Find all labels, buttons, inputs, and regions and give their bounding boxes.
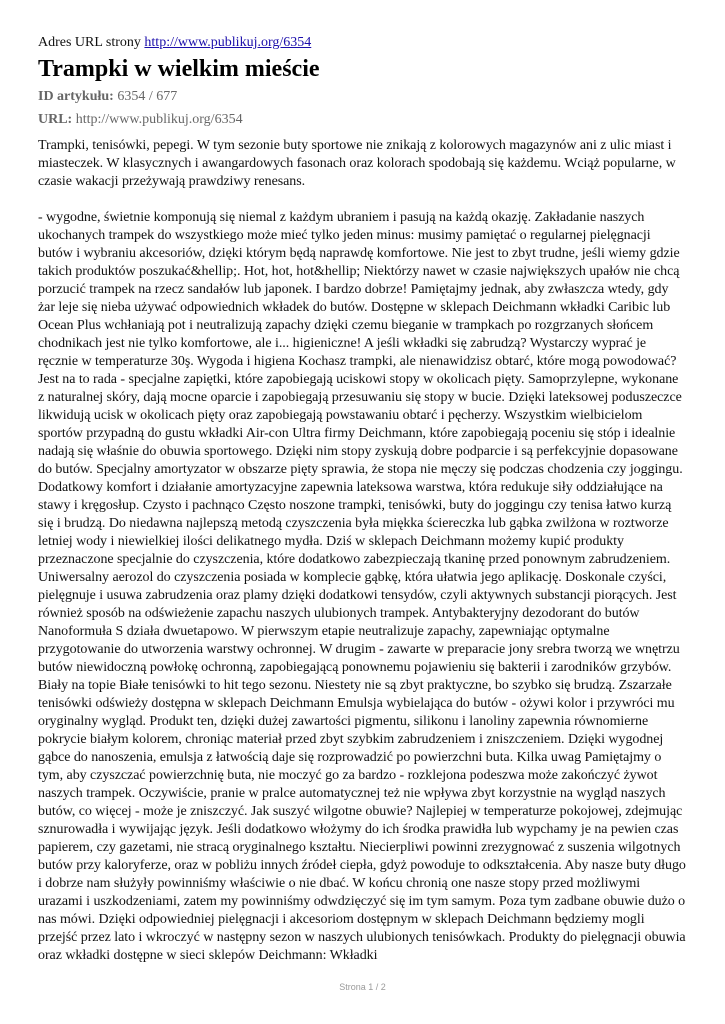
page-footer: Strona 1 / 2: [339, 982, 386, 992]
article-intro: Trampki, tenisówki, pepegi. W tym sezonie buty sportowe nie znikają z kolorowych magazynów ani z ulic miast i miasteczek. W klasycznych i awangardowych fasonach oraz kolorach spodobają się każdemu. Wciąż popularne, w czasie wakacji przeżywają prawdziwy renesans.: [38, 138, 676, 189]
url-label: URL:: [38, 112, 73, 127]
document-page: [38, 34, 686, 965]
article-body: - wygodne, świetnie komponują się niemal z każdym ubraniem i pasują na każdą okazję. Zakładanie naszych ukochanych trampek do wszystkiego może mieć tylko jeden minus: musimy pamiętać o regularnej pielęgnacji butów i wybraniu akcesoriów, dzięki którym będą naprawdę komfortowe. Nie jest to zbyt trudne, jeśli wiemy gdzie takich produktów poszukać&hellip;. Hot, hot, hot&hellip; Niektórzy nawet w czasie największych upałów nie chcą porzucić trampek na rzecz sandałów lub japonek. I bardzo dobrze! Pamiętajmy jednak, aby zwłaszcza wtedy, gdy żar leje się nieba używać odpowiednich wkładek do butów. Dostępne w sklepach Deichmann wkładki Caribic lub Ocean Plus wchłaniają pot i neutralizują zapachy dzięki czemu bieganie w trampkach po rozgrzanych słońcem chodnikach jest nie tylko komfortowe, ale i... higieniczne! A jeśli wkładki się zabrudzą? Wystarczy wyprać je ręcznie w temperaturze 30ş. Wygoda i higiena Kochasz trampki, ale nienawidzisz obtarć, które mogą powodować? Jest na to rada - specjalne zapiętki, które zapobiegają uciskowi stopy w okolicach pięty. Samoprzylepne, wykonane z naturalnej skóry, dają mocne oparcie i zapobiegają przesuwaniu się stopy w bucie. Dzięki lateksowej poduszeczce likwidują ucisk w okolicach pięty oraz zapobiegają powstawaniu obtarć i pęcherzy. Wszystkim wielbicielom sportów przypadną do gustu wkładki Air-con Ultra firmy Deichmann, które zapobiegają poceniu się stóp i idealnie nadają się właśnie do obuwia sportowego. Dzięki nim stopy zyskują dobre podparcie i są perfekcyjnie dopasowane do butów. Specjalny amortyzator w obszarze pięty sprawia, że stopa nie męczy się podczas chodzenia czy joggingu. Dodatkowy komfort i działanie amortyzacyjne zapewnia lateksowa warstwa, która redukuje siły oddziałujące na stawy i kręgosłup. Czysto i pachnąco Często noszone trampki, tenisówki, buty do joggingu czy tenisa łatwo kurzą się i brudzą. Do niedawna najlepszą metodą czyszczenia była miękka ściereczka lub gąbka zwilżona w roztworze letniej wody i niewielkiej ilości delikatnego mydła. Dziś w sklepach Deichmann możemy kupić produkty przeznaczone specjalnie do czyszczenia, które dodatkowo zabezpieczają tkaninę przed ponownym zabrudzeniem. Uniwersalny aerozol do czyszczenia posiada w komplecie gąbkę, która ułatwia jego aplikację. Doskonale czyści, pielęgnuje i usuwa zabrudzenia oraz plamy dzięki dodatkowi tensydów, czyli aktywnych substancji piorących. Jest również sposób na odświeżenie zapachu naszych ulubionych trampek. Antybakteryjny dezodorant do butów Nanoformuła S działa dwuetapowo. W pierwszym etapie neutralizuje zapachy, zapewniając optymalne przygotowanie do utworzenia warstwy ochronnej. W drugim - zawarte w preparacie jony srebra tworzą we wnętrzu butów niewidoczną powłokę ochronną, zapobiegającą ponownemu pojawieniu się bakterii i zarodników grzybów. Biały na topie Białe tenisówki to hit tego sezonu. Niestety nie są zbyt praktyczne, bo szybko się brudzą. Zszarzałe tenisówki odświeży dostępna w sklepach Deichmann Emulsja wybielająca do butów - ożywi kolor i przywróci mu oryginalny wygląd. Produkt ten, dzięki dużej zawartości pigmentu, silikonu i lanoliny zapewnia równomierne pokrycie białym kolorem, chroniąc materiał przed zbyt szybkim zabrudzeniem i zniszczeniem. Dzięki wygodnej gąbce do nanoszenia, emulsja z łatwością daje się rozprowadzić po powierzchni buta. Kilka uwag Pamiętajmy o tym, aby czyszczać powierzchnię buta, nie moczyć go za bardzo - rozklejona podeszwa może zakończyć żywot naszych trampek. Oczywiście, pranie w pralce automatycznej też nie wpływa zbyt korzystnie na wygląd naszych butów, co więcej - może je zniszczyć. Jak suszyć wilgotne obuwie? Najlepiej w temperaturze pokojowej, zdejmując sznurowadła i wywijając język. Jeśli dodatkowo włożymy do ich środka prawidła lub wypchamy je na pewien czas papierem, czy gazetami, nie stracą oryginalnego kształtu. Niecierpliwi powinni zrezygnować z suszenia wilgotnych butów przy kaloryferze, oraz w pobliżu innych źródeł ciepła, gdyż powoduje to odkształcenia. Aby nasze buty długo i dobrze nam służyły powinniśmy właściwie o nie dbać. W końcu chronią one nasze stopy przed możliwymi urazami i uszkodzeniami, zatem my powinniśmy odwdzięczyć się im tym samym. Poza tym zadbane obuwie dużo o nas mówi. Dzięki odpowiedniej pielęgnacji i akcesoriom dostępnym w sklepach Deichmann będziemy mogli przejść przez lato i wkroczyć w następny sezon w naszych ulubionych tenisówkach. Produkty do pielęgnacji obuwia oraz wkładki dostępne w sieci sklepów Deichmann: Wkładki: [38, 210, 686, 963]
article-url-meta: [38, 111, 686, 129]
page-url-line: [38, 34, 686, 52]
url-prefix: Adres URL strony: [38, 35, 141, 50]
article-id-line: [38, 88, 686, 106]
url-value: http://www.publikuj.org/6354: [75, 112, 243, 127]
id-label: ID artykułu:: [38, 89, 114, 104]
article-url-link[interactable]: http://www.publikuj.org/6354: [144, 35, 312, 50]
id-value: 6354 / 677: [117, 89, 178, 104]
article-title: Trampki w wielkim mieście: [38, 56, 320, 82]
